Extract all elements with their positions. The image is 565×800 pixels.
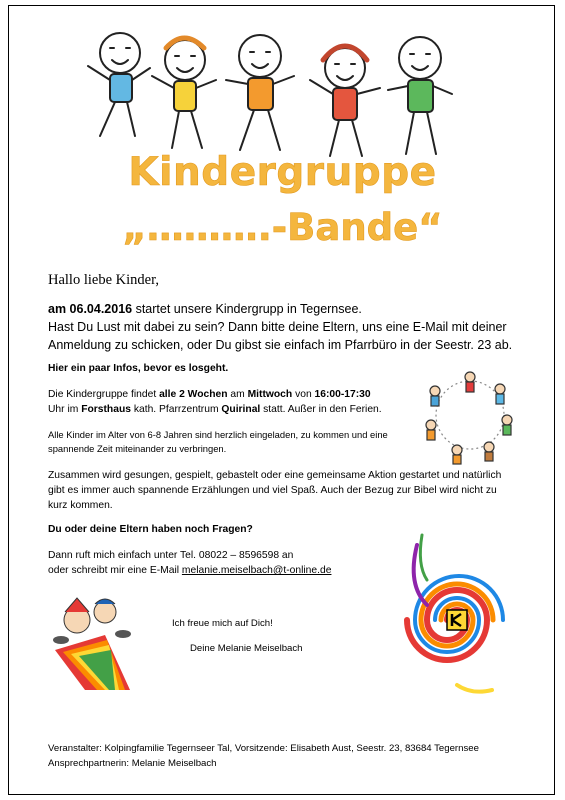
- schedule-text: Die Kindergruppe findet: [48, 389, 160, 400]
- title-kindergruppe: Kindergruppe: [128, 150, 437, 195]
- start-text: startet unsere Kindergrupp in Tegernsee.: [132, 302, 362, 316]
- signup-text: Hast Du Lust mit dabei zu sein? Dann bitte deine Eltern, uns eine E-Mail mit deiner Anmeldung zu schicken, oder Du gibst sie einfach im Pfarrbüro in der Seestr. 23 ab.: [48, 320, 513, 352]
- title-bande: „……….-Bande“: [122, 206, 443, 249]
- closing-greeting: Ich freue mich auf Dich!: [172, 618, 273, 629]
- activities-paragraph: Zusammen wird gesungen, gespielt, gebastelt oder eine gemeinsame Aktion gestartet und natürlich gibt es immer auch spannende Erzählungen und viel Spaß. Auch der Bezug zur Bibel wird nicht zu kurz kommen.: [48, 470, 502, 511]
- kids-slide-illustration: [45, 590, 135, 690]
- contact-paragraph: [48, 548, 378, 578]
- questions-heading: Du oder deine Eltern haben noch Fragen?: [48, 524, 253, 535]
- kids-circle-illustration: [415, 365, 525, 465]
- email-prefix: oder schreibt mir eine E-Mail: [48, 565, 182, 576]
- schedule-text: kath. Pfarrzentrum: [130, 404, 222, 415]
- footer-contact: Ansprechpartnerin: Melanie Meiselbach: [48, 758, 217, 769]
- dancing-kids-illustration: [80, 18, 480, 163]
- intro-paragraph: [48, 300, 518, 354]
- footer: [48, 741, 479, 771]
- footer-organizer: Veranstalter: Kolpingfamilie Tegernseer Tal, Vorsitzende: Elisabeth Aust, Seestr. 23, 83684 Tegernsee: [48, 743, 479, 754]
- schedule-location: Forsthaus: [81, 404, 131, 415]
- schedule-frequency: alle 2 Wochen: [159, 389, 228, 400]
- greeting: Hallo liebe Kinder,: [48, 272, 159, 288]
- schedule-text: statt. Außer in den Ferien.: [260, 404, 382, 415]
- schedule-text: am: [227, 389, 248, 400]
- schedule-text: Uhr im: [48, 404, 82, 415]
- schedule-venue: Quirinal: [221, 404, 261, 415]
- kolping-swirl-logo: [392, 525, 522, 705]
- closing-signature: Deine Melanie Meiselbach: [190, 643, 303, 654]
- schedule-time: 16:00-17:30: [314, 389, 371, 400]
- start-date: am 06.04.2016: [48, 302, 133, 316]
- schedule-paragraph: [48, 387, 388, 417]
- schedule-day: Mittwoch: [247, 389, 293, 400]
- schedule-text: von: [292, 389, 315, 400]
- phone-line: Dann ruft mich einfach unter Tel. 08022 – 8596598 an: [48, 550, 294, 561]
- age-paragraph: Alle Kinder im Alter von 6-8 Jahren sind herzlich eingeladen, zu kommen und eine spannende Zeit miteinander zu verbringen.: [48, 429, 388, 454]
- email-link[interactable]: melanie.meiselbach@t-online.de: [181, 565, 332, 576]
- infos-heading: Hier ein paar Infos, bevor es losgeht.: [48, 363, 229, 374]
